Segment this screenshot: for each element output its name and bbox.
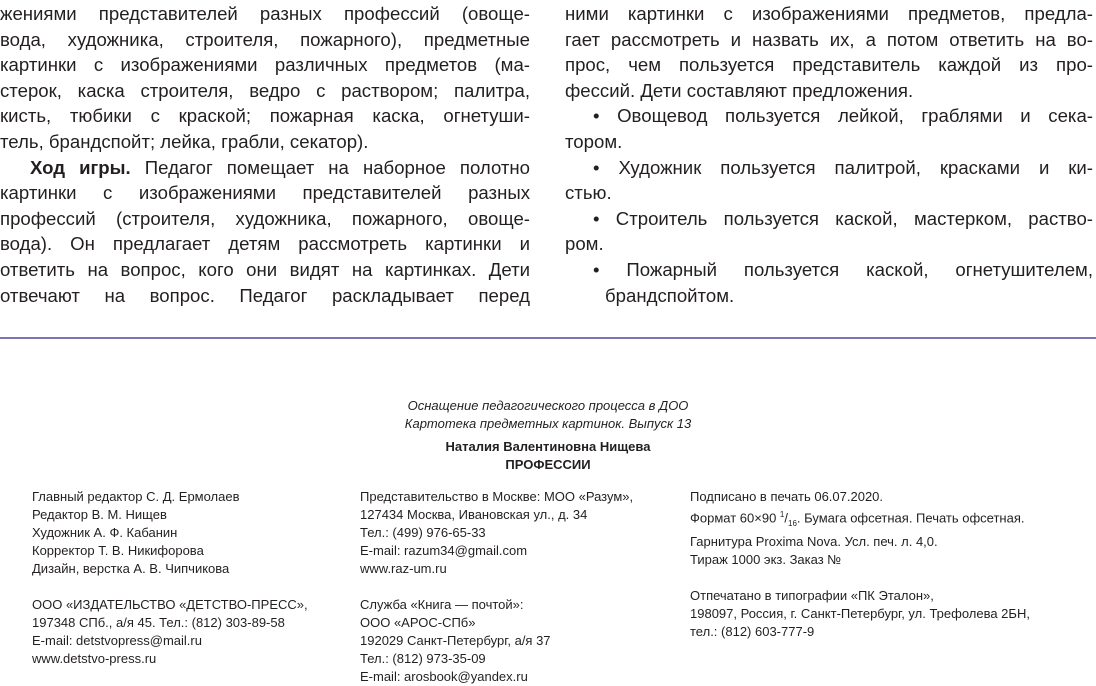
text-line: фессий. Дети составляют предложения. xyxy=(565,79,914,101)
text-line: жениями представителей разных профессий (овоще- xyxy=(0,3,530,24)
print-column xyxy=(690,488,1030,641)
mail-line: Служба «Книга — почтой»: xyxy=(360,597,524,612)
publisher-website: www.detstvo-press.ru xyxy=(32,651,157,666)
publisher-email: E-mail: detstvopress@mail.ru xyxy=(32,633,202,648)
moscow-line: 127434 Москва, Ивановская ул., д. 34 xyxy=(360,507,588,522)
book-title: ПРОФЕССИИ xyxy=(505,457,591,472)
series-block xyxy=(300,397,796,433)
bullet-line: • Строитель пользуется каской, мастерком, раство- xyxy=(593,207,1093,229)
text-line: ними картинки с изображениями предметов, предла- xyxy=(565,3,1093,24)
publisher-line: 197348 СПб., а/я 45. Тел.: (812) 303-89-58 xyxy=(32,615,285,630)
staff-line: Корректор Т. В. Никифорова xyxy=(32,543,204,558)
text-line: стерок, каска строителя, ведро с раствором; палитра, xyxy=(0,79,530,101)
text-line: картинки с изображениями различных предметов (ма- xyxy=(0,54,530,76)
moscow-email: E-mail: razum34@gmail.com xyxy=(360,543,528,558)
printer-line: Отпечатано в типографии «ПК Эталон», xyxy=(690,587,934,603)
staff-line: Главный редактор С. Д. Ермолаев xyxy=(32,489,240,504)
mail-email: E-mail: arosbook@yandex.ru xyxy=(360,669,528,684)
bullet-line: • Пожарный пользуется каской, огнетушителем, xyxy=(593,258,1093,280)
signed-line: Подписано в печать 06.07.2020. xyxy=(690,489,884,504)
game-heading: Ход игры. xyxy=(30,156,131,178)
text-line: прос, чем пользуется представитель каждой из про- xyxy=(565,54,1093,76)
format-text: Формат 60×90 xyxy=(690,510,780,526)
contacts-column xyxy=(360,488,633,686)
text-line: стью. xyxy=(565,182,612,204)
moscow-website: www.raz-um.ru xyxy=(360,561,447,576)
text-line: профессий (строителя, художника, пожарного, овоще- xyxy=(0,207,530,229)
moscow-line: Тел.: (499) 976-65-33 xyxy=(360,525,486,540)
format-den: 16 xyxy=(788,518,797,528)
series: Оснащение педагогического процесса в ДОО xyxy=(407,398,689,413)
typeface-line: Гарнитура Proxima Nova. Усл. печ. л. 4,0. xyxy=(690,533,938,549)
text-line: вода). Он предлагает детям рассмотреть картинки и xyxy=(0,233,530,255)
text-line: тель, брандспойт; лейка, грабли, секатор). xyxy=(0,130,369,152)
format-num: 1 xyxy=(779,510,785,519)
left-column xyxy=(0,1,530,308)
text-line: кисть, тюбики с краской; пожарная каска, огнетуши- xyxy=(0,105,530,127)
text-line: гает рассмотреть и назвать их, а потом ответить на во- xyxy=(565,28,1093,50)
printer-line: тел.: (812) 603-777-9 xyxy=(690,623,815,639)
text-line: ответить на вопрос, кого они видят на картинках. Дети xyxy=(0,258,530,280)
publisher-line: ООО «ИЗДАТЕЛЬСТВО «ДЕТСТВО-ПРЕСС», xyxy=(32,597,308,612)
format-line: Формат 60×90 $^1/_{16}$. Бумага офсетная. Печать офсетная. xyxy=(690,510,1025,528)
mail-line: ООО «АРОС-СПб» xyxy=(360,615,476,630)
divider xyxy=(0,337,1096,339)
text-line xyxy=(0,155,530,181)
mail-line: 192029 Санкт-Петербург, а/я 37 xyxy=(360,633,551,648)
bullet-line: • Овощевод пользуется лейкой, граблями и сека- xyxy=(593,105,1093,127)
text-line: вода, художника, строителя, пожарного), предметные xyxy=(0,28,530,50)
text-line: брандспойтом. xyxy=(605,284,735,306)
text-line: отвечают на вопрос. Педагог раскладывает перед xyxy=(0,284,530,306)
text: Педагог помещает на наборное полотно xyxy=(130,156,531,178)
text-line: ром. xyxy=(565,233,604,255)
text-line: картинки с изображениями представителей разных xyxy=(0,182,530,204)
staff-line: Художник А. Ф. Кабанин xyxy=(32,525,178,540)
staff-column xyxy=(32,488,308,668)
run-line: Тираж 1000 экз. Заказ № xyxy=(690,551,842,567)
staff-line: Редактор В. М. Нищев xyxy=(32,507,167,522)
right-column xyxy=(565,1,1093,308)
printer-line: 198097, Россия, г. Санкт-Петербург, ул. Трефолева 2БН, xyxy=(690,605,1030,621)
bullet-line: • Художник пользуется палитрой, красками и ки- xyxy=(593,156,1093,178)
moscow-line: Представительство в Москве: МОО «Разум», xyxy=(360,489,634,504)
format-text: . Бумага офсетная. Печать офсетная. xyxy=(796,510,1025,526)
author: Наталия Валентиновна Нищева xyxy=(445,439,651,454)
mail-line: Тел.: (812) 973-35-09 xyxy=(360,651,486,666)
staff-line: Дизайн, верстка А. В. Чипчикова xyxy=(32,561,230,576)
title-block xyxy=(300,438,796,474)
text-line: тором. xyxy=(565,130,623,152)
subseries: Картотека предметных картинок. Выпуск 13 xyxy=(404,416,692,431)
